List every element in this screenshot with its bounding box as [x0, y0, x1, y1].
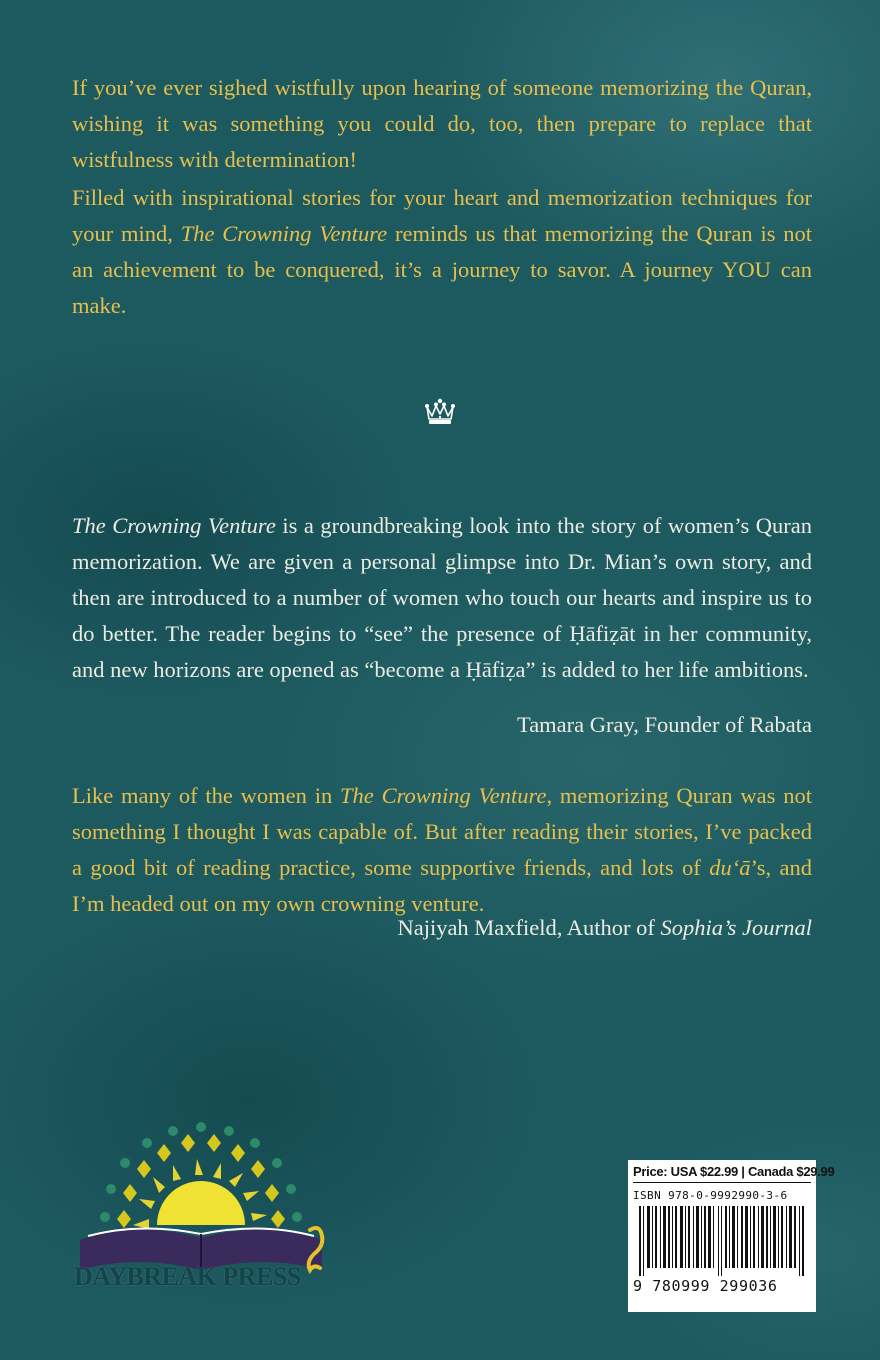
publisher-name: DAYBREAK PRESS	[74, 1262, 301, 1291]
barcode-icon	[633, 1206, 811, 1276]
testimonial-1-attribution: Tamara Gray, Founder of Rabata	[517, 712, 812, 737]
intro-paragraph-2-end: reminds us that memorizing the Quran is not an achievement to be conquered, it’s a journey to savor. A journey YOU can make.	[72, 221, 812, 318]
crown-icon	[424, 398, 456, 426]
intro-paragraph-2-start: Filled with inspirational stories for your heart and memorization techniques for your mind,	[72, 185, 812, 246]
testimonial-2-attribution	[397, 910, 812, 946]
intro-paragraph-1: If you’ve ever sighed wistfully upon hearing of someone memorizing the Quran, wishing it was something you could do, too, then prepare to replace that wistfulness with determination!	[72, 75, 812, 172]
intro-paragraph-2	[72, 180, 812, 324]
testimonial-2-end: ’s, and I’m headed out on my own crowning venture.	[72, 855, 812, 916]
testimonial-2-italic-word: du‘ā	[709, 855, 751, 880]
isbn-label: ISBN 978-0-9992990-3-6	[633, 1189, 788, 1202]
price-label: Price: USA $22.99 | Canada $29.99	[633, 1164, 811, 1183]
testimonial-2-author: Najiyah Maxfield, Author of	[397, 915, 661, 940]
testimonial-2-book-title: The Crowning Venture	[340, 783, 547, 808]
barcode-box	[628, 1160, 835, 1312]
testimonial-1-text: is a groundbreaking look into the story of women’s Quran memorization. We are given a personal glimpse into Dr. Mian’s own story, and then are introduced to a number of women who touch our hearts and inspire us to do better. The reader begins to “see” the presence of Ḥāfiẓāt in her community, and new horizons are opened as “become a Ḥāfiẓa” is added to her life ambitions.	[72, 513, 812, 682]
testimonial-1	[72, 508, 812, 688]
testimonial-2-middle: , memorizing Quran was not something I thought I was capable of. But after reading their stories, I’ve packed a good bit of reading practice, some supportive friends, and lots of	[72, 783, 812, 880]
barcode-digits: 9 780999 299036	[633, 1277, 778, 1295]
testimonial-2-start: Like many of the women in	[72, 783, 341, 808]
book-title: The Crowning Venture	[180, 221, 388, 246]
testimonial-2-author-book: Sophia’s Journal	[660, 915, 812, 940]
testimonial-1-book-title: The Crowning Venture	[72, 513, 276, 538]
testimonial-2	[72, 778, 812, 922]
